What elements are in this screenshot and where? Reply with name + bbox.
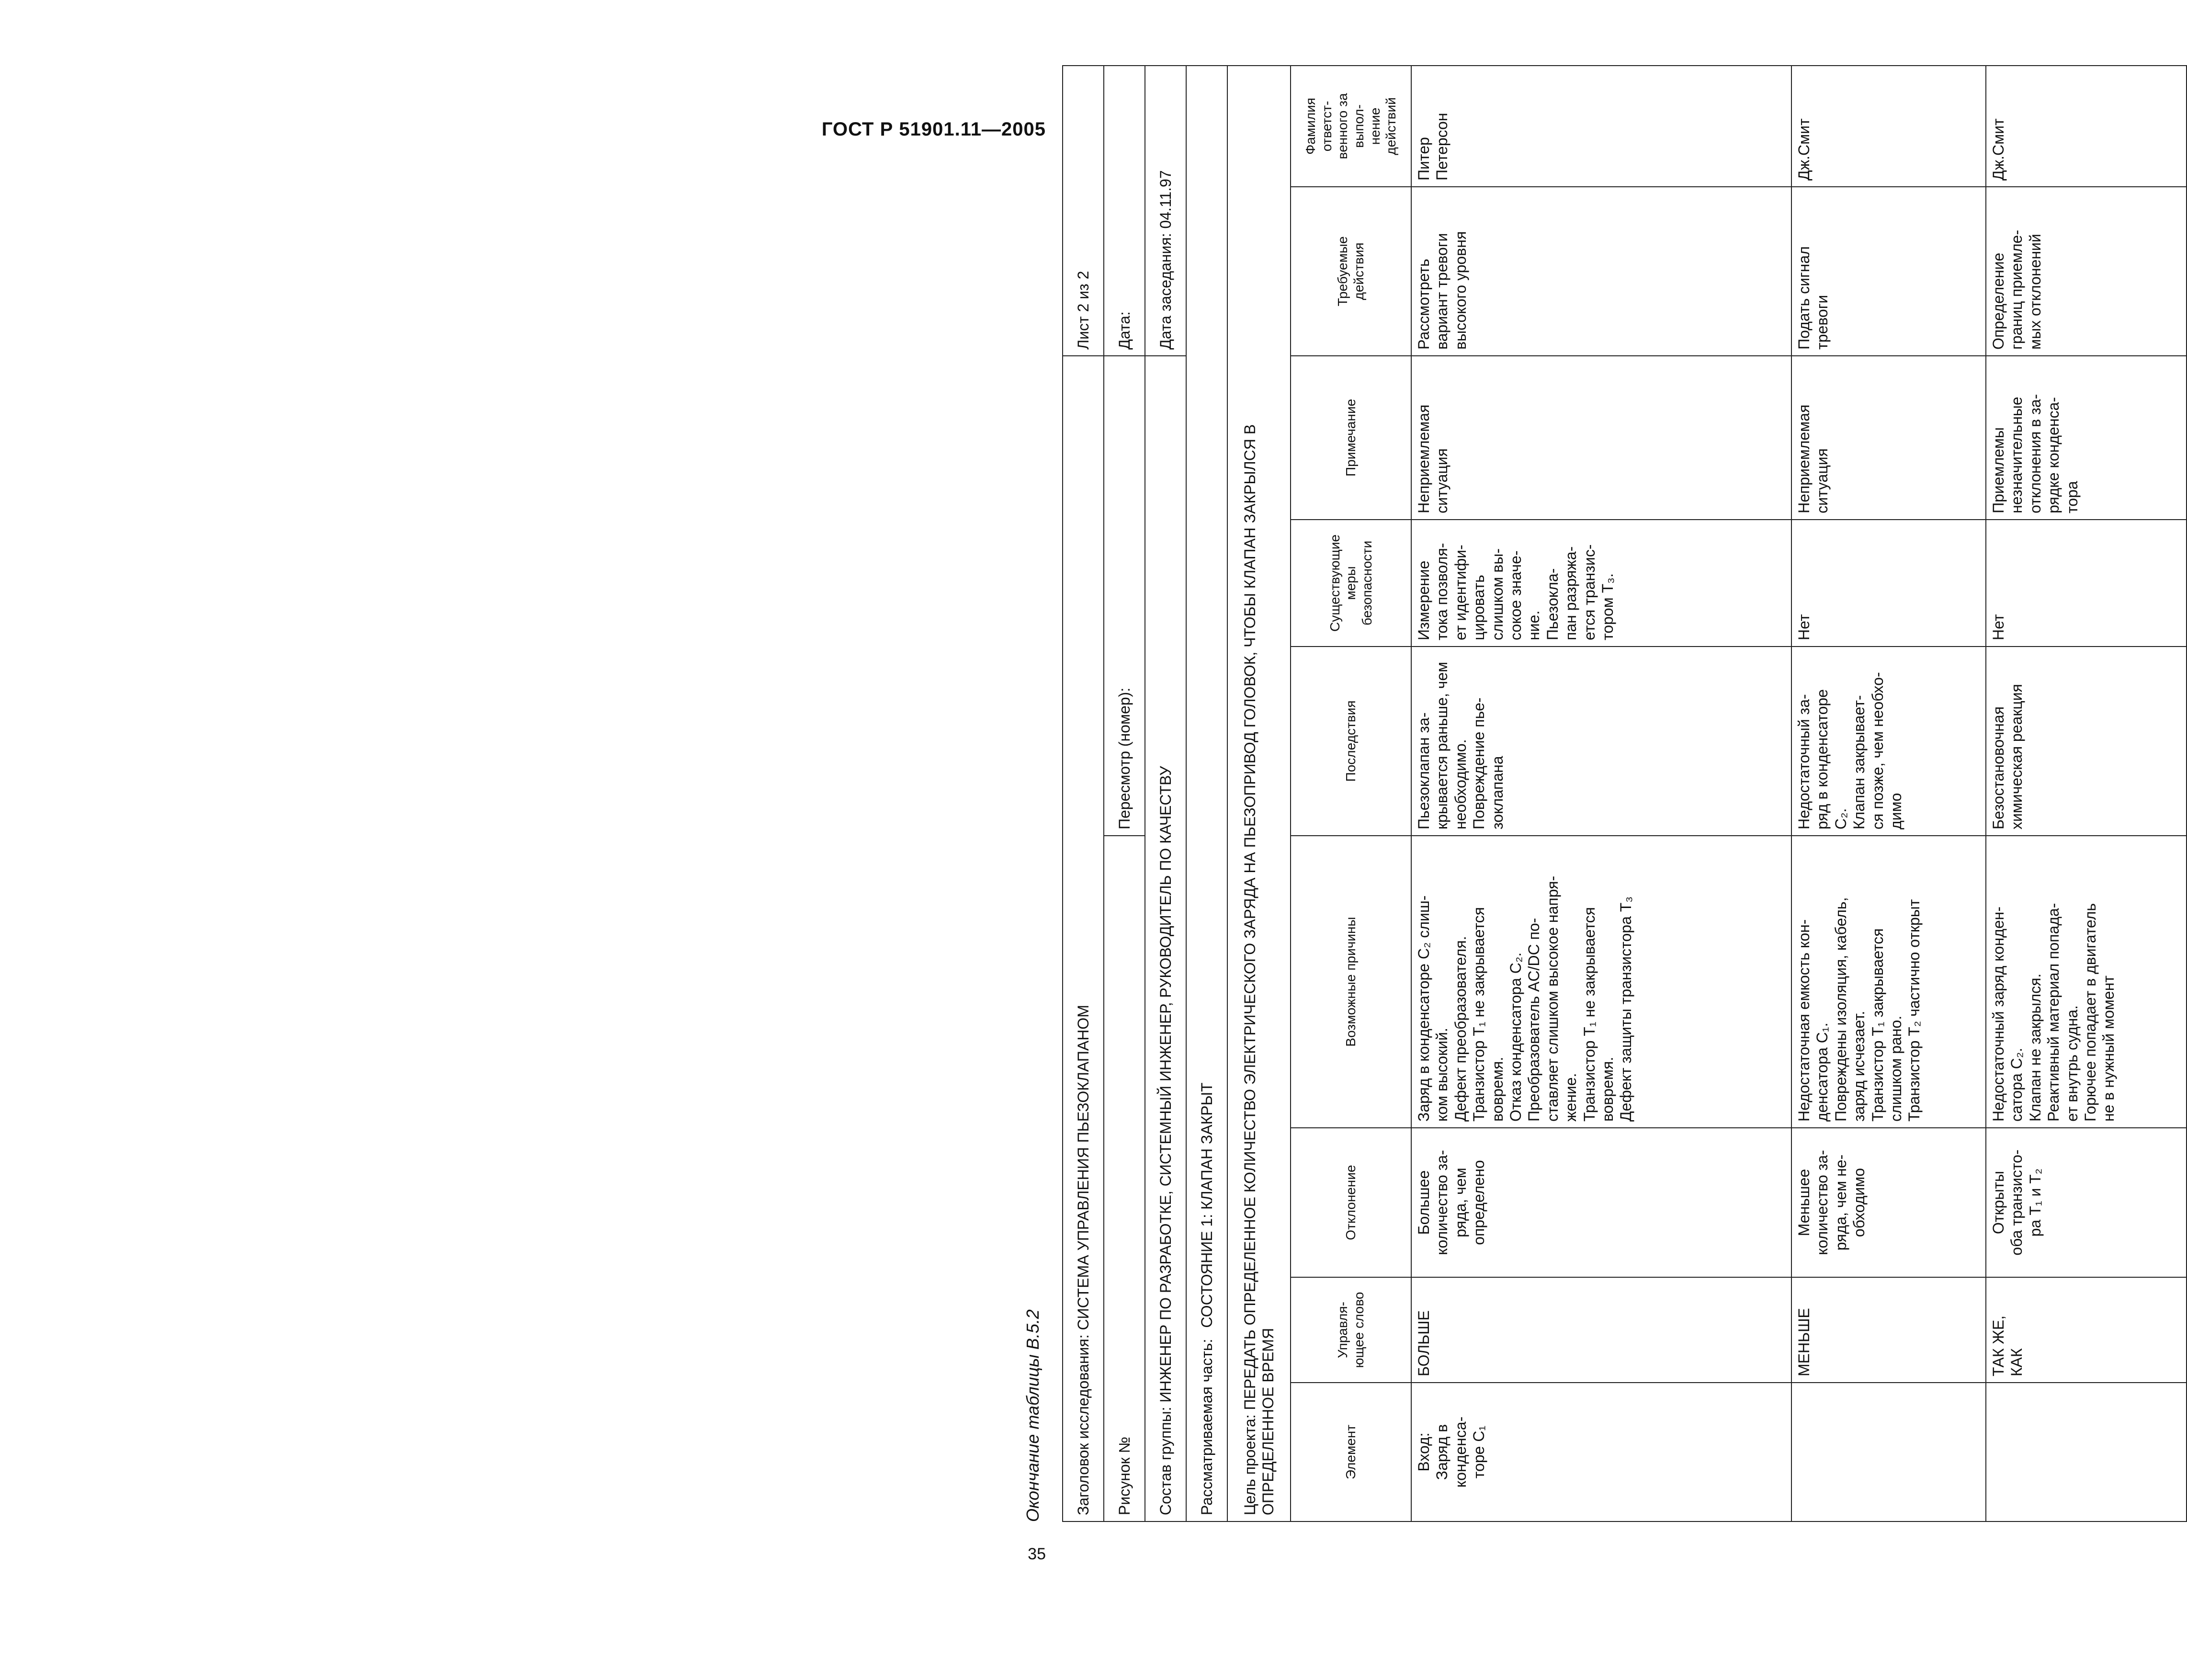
hazop-table xyxy=(1062,65,2187,1522)
header-row-drawing xyxy=(1104,66,1145,1521)
cell-note: Неприемлемая ситуация xyxy=(1791,356,1986,520)
cell-actions: Определение границ приемле- мых отклонений xyxy=(1986,187,2187,356)
cell-causes: Недостаточный заряд конден- сатора C₂. Клапан не закрылся. Реактивный материал попада- ет внутрь судна. Горючее попадает в двигатель не в нужный момент xyxy=(1986,836,2187,1128)
cell-deviation: Открыты оба транзисто- ра T₁ и T₂ xyxy=(1986,1128,2187,1277)
cell-deviation: Меньшее количество за- ряда, чем не- обходимо xyxy=(1791,1128,1986,1277)
cell-guide-word: ТАК ЖЕ, КАК xyxy=(1986,1277,2187,1383)
sheet-number: Лист 2 из 2 xyxy=(1063,66,1104,356)
project-goal: Цель проекта: ПЕРЕДАТЬ ОПРЕДЕЛЕННОЕ КОЛИЧЕСТВО ЭЛЕКТРИЧЕСКОГО ЗАРЯДА НА ПЬЕЗОПРИВОД ГОЛОВОК, ЧТОБЫ КЛАПАН ЗАКРЫЛСЯ В ОПРЕДЕЛЕННОЕ ВРЕМЯ xyxy=(1227,66,1291,1521)
cell-note: Неприемлемая ситуация xyxy=(1411,356,1791,520)
header-row-goal xyxy=(1227,66,1291,1521)
team-members: Состав группы: ИНЖЕНЕР ПО РАЗРАБОТКЕ, СИСТЕМНЫЙ ИНЖЕНЕР, РУКОВОДИТЕЛЬ ПО КАЧЕСТВУ xyxy=(1145,356,1186,1521)
cell-safeguards: Измерение тока позволя- ет идентифи- цировать слишком вы- сокое значе- ние. Пьезокла- пан разряжа- ется транзис- тором T₃. xyxy=(1411,520,1791,647)
cell-element xyxy=(1986,1383,2187,1521)
meeting-date: Дата заседания: 04.11.97 xyxy=(1145,66,1186,356)
cell-actions: Подать сигнал тревоги xyxy=(1791,187,1986,356)
drawing-number: Рисунок № xyxy=(1104,836,1145,1521)
column-header-deviation: Отклонение xyxy=(1291,1128,1411,1277)
revision-number: Пересмотр (номер): xyxy=(1104,356,1145,836)
cell-note: Приемлемы незначительные отклонения в за- рядке конденса- тора xyxy=(1986,356,2187,520)
part-label: Рассматриваемая часть: xyxy=(1198,1339,1215,1515)
column-header-causes: Возможные причины xyxy=(1291,836,1411,1128)
cell-responsible: Дж.Смит xyxy=(1986,66,2187,187)
cell-consequences: Безостановочная химическая реакция xyxy=(1986,647,2187,836)
cell-safeguards: Нет xyxy=(1986,520,2187,647)
header-row-team xyxy=(1145,66,1186,1521)
column-header-actions: Требуемые действия xyxy=(1291,187,1411,356)
cell-responsible: Питер Петерсон xyxy=(1411,66,1791,187)
table-row xyxy=(1791,66,1986,1521)
table-row xyxy=(1986,66,2187,1521)
cell-consequences: Пьезоклапан за- крывается раньше, чем необходимо. Повреждение пье- зоклапана xyxy=(1411,647,1791,836)
column-header-responsible: Фамилия ответст- венного за выпол- нение действий xyxy=(1291,66,1411,187)
column-header-element: Элемент xyxy=(1291,1383,1411,1521)
page-number: 35 xyxy=(1028,1545,1046,1563)
cell-causes: Заряд в конденсаторе C₂ слиш- ком высокий. Дефект преобразователя. Транзистор T₁ не закрывается вовремя. Отказ конденсатора C₂. Преобразователь AC/DC по- ставляет слишком высокое напря- жение. Транзистор T₁ не закрывается вовремя. Дефект защиты транзистора T₃ xyxy=(1411,836,1791,1128)
document-code: ГОСТ Р 51901.11—2005 xyxy=(821,119,1046,140)
table-row xyxy=(1411,66,1791,1521)
cell-element xyxy=(1791,1383,1986,1521)
part-value: СОСТОЯНИЕ 1: КЛАПАН ЗАКРЫТ xyxy=(1198,1082,1215,1328)
table-caption: Окончание таблицы В.5.2 xyxy=(1023,1309,1043,1522)
column-header-safeguards: Существующие меры безопасности xyxy=(1291,520,1411,647)
rotated-table-block xyxy=(1023,66,2118,1522)
cell-element: Вход: Заряд в конденса- торе C₁ xyxy=(1411,1383,1791,1521)
part-under-review xyxy=(1186,66,1227,1521)
column-header-note: Примечание xyxy=(1291,356,1411,520)
cell-consequences: Недостаточный за- ряд в конденсаторе C₂. Клапан закрывает- ся позже, чем необхо- димо xyxy=(1791,647,1986,836)
cell-guide-word: БОЛЬШЕ xyxy=(1411,1277,1791,1383)
study-title: Заголовок исследования: СИСТЕМА УПРАВЛЕНИЯ ПЬЕЗОКЛАПАНОМ xyxy=(1063,356,1104,1521)
column-header-guide-word: Управля- ющее слово xyxy=(1291,1277,1411,1383)
cell-responsible: Дж.Смит xyxy=(1791,66,1986,187)
cell-safeguards: Нет xyxy=(1791,520,1986,647)
cell-actions: Рассмотреть вариант тревоги высокого уровня xyxy=(1411,187,1791,356)
cell-guide-word: МЕНЬШЕ xyxy=(1791,1277,1986,1383)
cell-deviation: Большее количество за- ряда, чем определено xyxy=(1411,1128,1791,1277)
cell-causes: Недостаточная емкость кон- денсатора C₁. Повреждены изоляция, кабель, заряд исчезает. Транзистор T₁ закрывается слишком рано. Транзистор T₂ частично открыт xyxy=(1791,836,1986,1128)
header-row-part xyxy=(1186,66,1227,1521)
column-header-row xyxy=(1291,66,1411,1521)
revision-date: Дата: xyxy=(1104,66,1145,356)
column-header-consequences: Последствия xyxy=(1291,647,1411,836)
header-row-title xyxy=(1063,66,1104,1521)
